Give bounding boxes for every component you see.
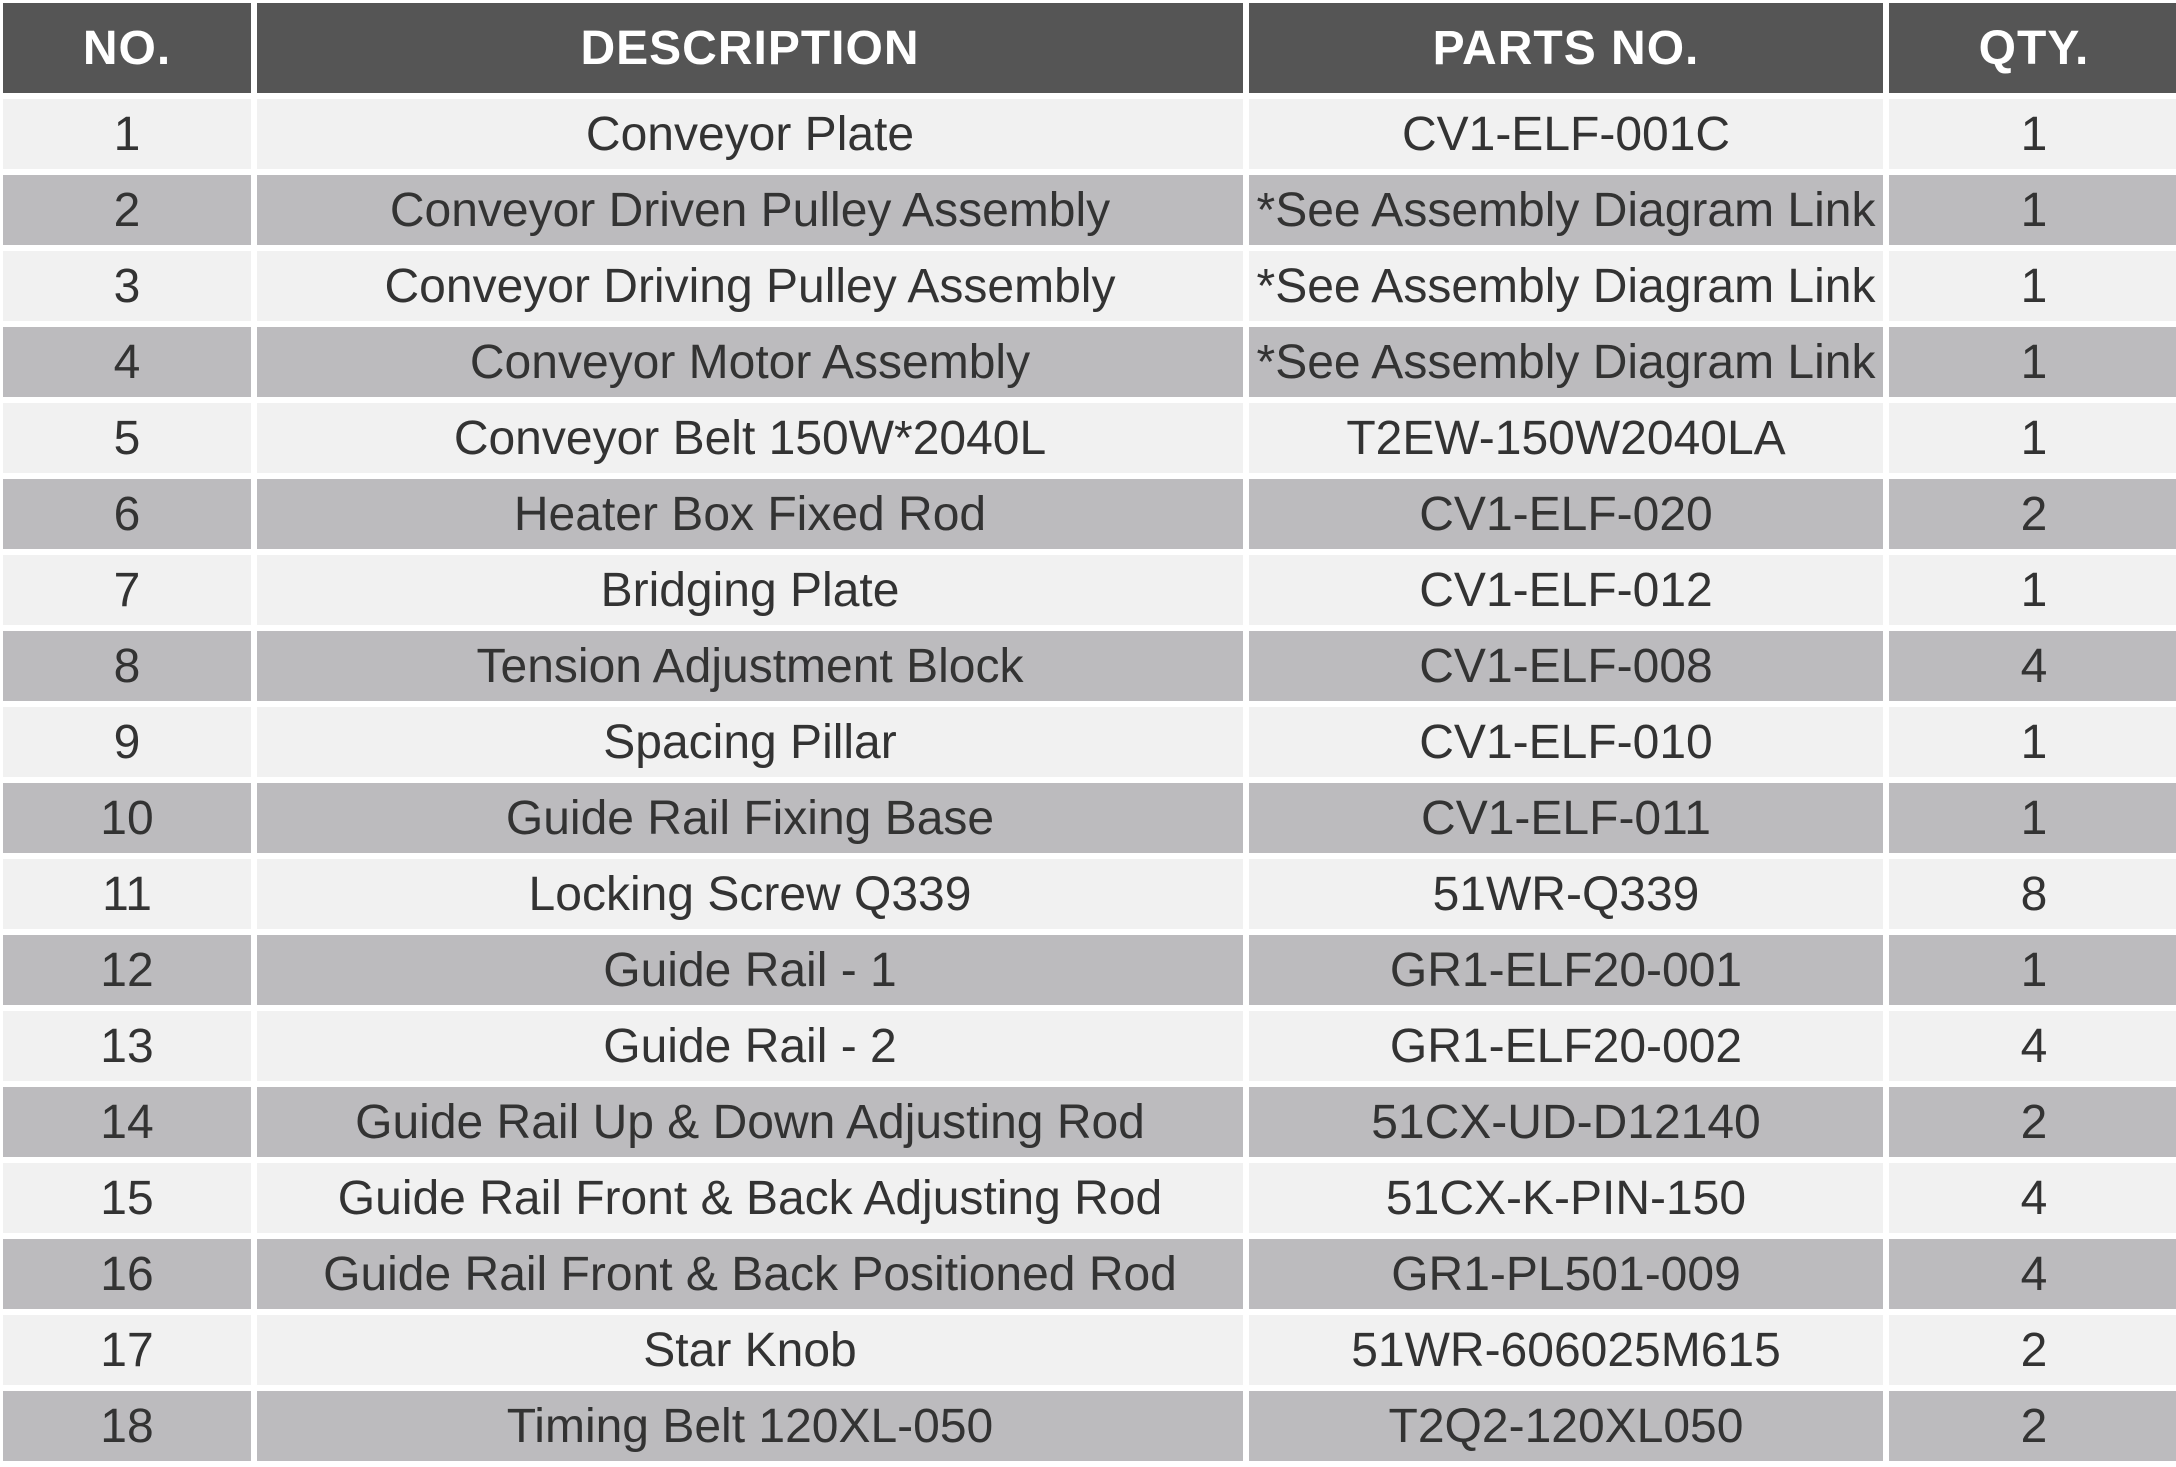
table-row xyxy=(3,1163,2176,1233)
cell-description: Conveyor Driving Pulley Assembly xyxy=(257,251,1243,321)
cell-parts-no: GR1-ELF20-001 xyxy=(1249,935,1883,1005)
cell-no: 12 xyxy=(3,935,251,1005)
table-row xyxy=(3,479,2176,549)
cell-qty: 1 xyxy=(1889,783,2176,853)
cell-description: Guide Rail Up & Down Adjusting Rod xyxy=(257,1087,1243,1157)
cell-no: 16 xyxy=(3,1239,251,1309)
cell-parts-no: CV1-ELF-012 xyxy=(1249,555,1883,625)
cell-description: Conveyor Driven Pulley Assembly xyxy=(257,175,1243,245)
cell-qty: 1 xyxy=(1889,707,2176,777)
cell-no: 9 xyxy=(3,707,251,777)
cell-qty: 2 xyxy=(1889,479,2176,549)
table-row xyxy=(3,175,2176,245)
cell-description: Heater Box Fixed Rod xyxy=(257,479,1243,549)
cell-parts-no: T2Q2-120XL050 xyxy=(1249,1391,1883,1461)
cell-qty: 1 xyxy=(1889,251,2176,321)
cell-description: Guide Rail - 2 xyxy=(257,1011,1243,1081)
cell-no: 1 xyxy=(3,99,251,169)
cell-parts-no: T2EW-150W2040LA xyxy=(1249,403,1883,473)
table-row xyxy=(3,859,2176,929)
table-row xyxy=(3,1391,2176,1461)
cell-parts-no: CV1-ELF-008 xyxy=(1249,631,1883,701)
cell-no: 14 xyxy=(3,1087,251,1157)
cell-description: Guide Rail Fixing Base xyxy=(257,783,1243,853)
cell-no: 15 xyxy=(3,1163,251,1233)
cell-qty: 4 xyxy=(1889,1239,2176,1309)
table-row xyxy=(3,1011,2176,1081)
table-header-row xyxy=(3,3,2176,93)
cell-qty: 2 xyxy=(1889,1391,2176,1461)
cell-parts-no: *See Assembly Diagram Link xyxy=(1249,327,1883,397)
table-body xyxy=(3,99,2176,1461)
cell-parts-no: *See Assembly Diagram Link xyxy=(1249,251,1883,321)
cell-parts-no: *See Assembly Diagram Link xyxy=(1249,175,1883,245)
cell-qty: 8 xyxy=(1889,859,2176,929)
cell-description: Tension Adjustment Block xyxy=(257,631,1243,701)
cell-qty: 1 xyxy=(1889,935,2176,1005)
cell-parts-no: 51CX-UD-D12140 xyxy=(1249,1087,1883,1157)
cell-description: Conveyor Motor Assembly xyxy=(257,327,1243,397)
table-row xyxy=(3,1087,2176,1157)
cell-description: Conveyor Belt 150W*2040L xyxy=(257,403,1243,473)
cell-no: 11 xyxy=(3,859,251,929)
table-row xyxy=(3,555,2176,625)
cell-qty: 1 xyxy=(1889,403,2176,473)
cell-description: Spacing Pillar xyxy=(257,707,1243,777)
table-row xyxy=(3,707,2176,777)
cell-parts-no: CV1-ELF-011 xyxy=(1249,783,1883,853)
cell-no: 8 xyxy=(3,631,251,701)
cell-qty: 4 xyxy=(1889,631,2176,701)
table-row xyxy=(3,1315,2176,1385)
table-row xyxy=(3,935,2176,1005)
cell-no: 6 xyxy=(3,479,251,549)
cell-qty: 1 xyxy=(1889,327,2176,397)
cell-qty: 1 xyxy=(1889,99,2176,169)
cell-qty: 4 xyxy=(1889,1011,2176,1081)
cell-qty: 1 xyxy=(1889,175,2176,245)
cell-no: 17 xyxy=(3,1315,251,1385)
cell-no: 7 xyxy=(3,555,251,625)
cell-parts-no: CV1-ELF-010 xyxy=(1249,707,1883,777)
cell-description: Conveyor Plate xyxy=(257,99,1243,169)
header-no: NO. xyxy=(3,3,251,93)
cell-no: 13 xyxy=(3,1011,251,1081)
header-description: DESCRIPTION xyxy=(257,3,1243,93)
header-qty: QTY. xyxy=(1889,3,2176,93)
cell-parts-no: 51WR-606025M615 xyxy=(1249,1315,1883,1385)
cell-qty: 1 xyxy=(1889,555,2176,625)
cell-parts-no: CV1-ELF-020 xyxy=(1249,479,1883,549)
table-row xyxy=(3,327,2176,397)
table-row xyxy=(3,1239,2176,1309)
cell-no: 5 xyxy=(3,403,251,473)
cell-parts-no: GR1-PL501-009 xyxy=(1249,1239,1883,1309)
cell-description: Guide Rail Front & Back Adjusting Rod xyxy=(257,1163,1243,1233)
cell-parts-no: 51WR-Q339 xyxy=(1249,859,1883,929)
cell-description: Star Knob xyxy=(257,1315,1243,1385)
cell-parts-no: CV1-ELF-001C xyxy=(1249,99,1883,169)
cell-no: 2 xyxy=(3,175,251,245)
cell-no: 10 xyxy=(3,783,251,853)
cell-description: Guide Rail - 1 xyxy=(257,935,1243,1005)
header-parts-no: PARTS NO. xyxy=(1249,3,1883,93)
cell-qty: 2 xyxy=(1889,1087,2176,1157)
cell-no: 3 xyxy=(3,251,251,321)
cell-parts-no: GR1-ELF20-002 xyxy=(1249,1011,1883,1081)
cell-no: 4 xyxy=(3,327,251,397)
table-row xyxy=(3,403,2176,473)
cell-description: Guide Rail Front & Back Positioned Rod xyxy=(257,1239,1243,1309)
cell-parts-no: 51CX-K-PIN-150 xyxy=(1249,1163,1883,1233)
cell-qty: 4 xyxy=(1889,1163,2176,1233)
table-row xyxy=(3,631,2176,701)
table-row xyxy=(3,99,2176,169)
cell-description: Locking Screw Q339 xyxy=(257,859,1243,929)
table-row xyxy=(3,783,2176,853)
cell-no: 18 xyxy=(3,1391,251,1461)
table-row xyxy=(3,251,2176,321)
cell-qty: 2 xyxy=(1889,1315,2176,1385)
cell-description: Bridging Plate xyxy=(257,555,1243,625)
cell-description: Timing Belt 120XL-050 xyxy=(257,1391,1243,1461)
